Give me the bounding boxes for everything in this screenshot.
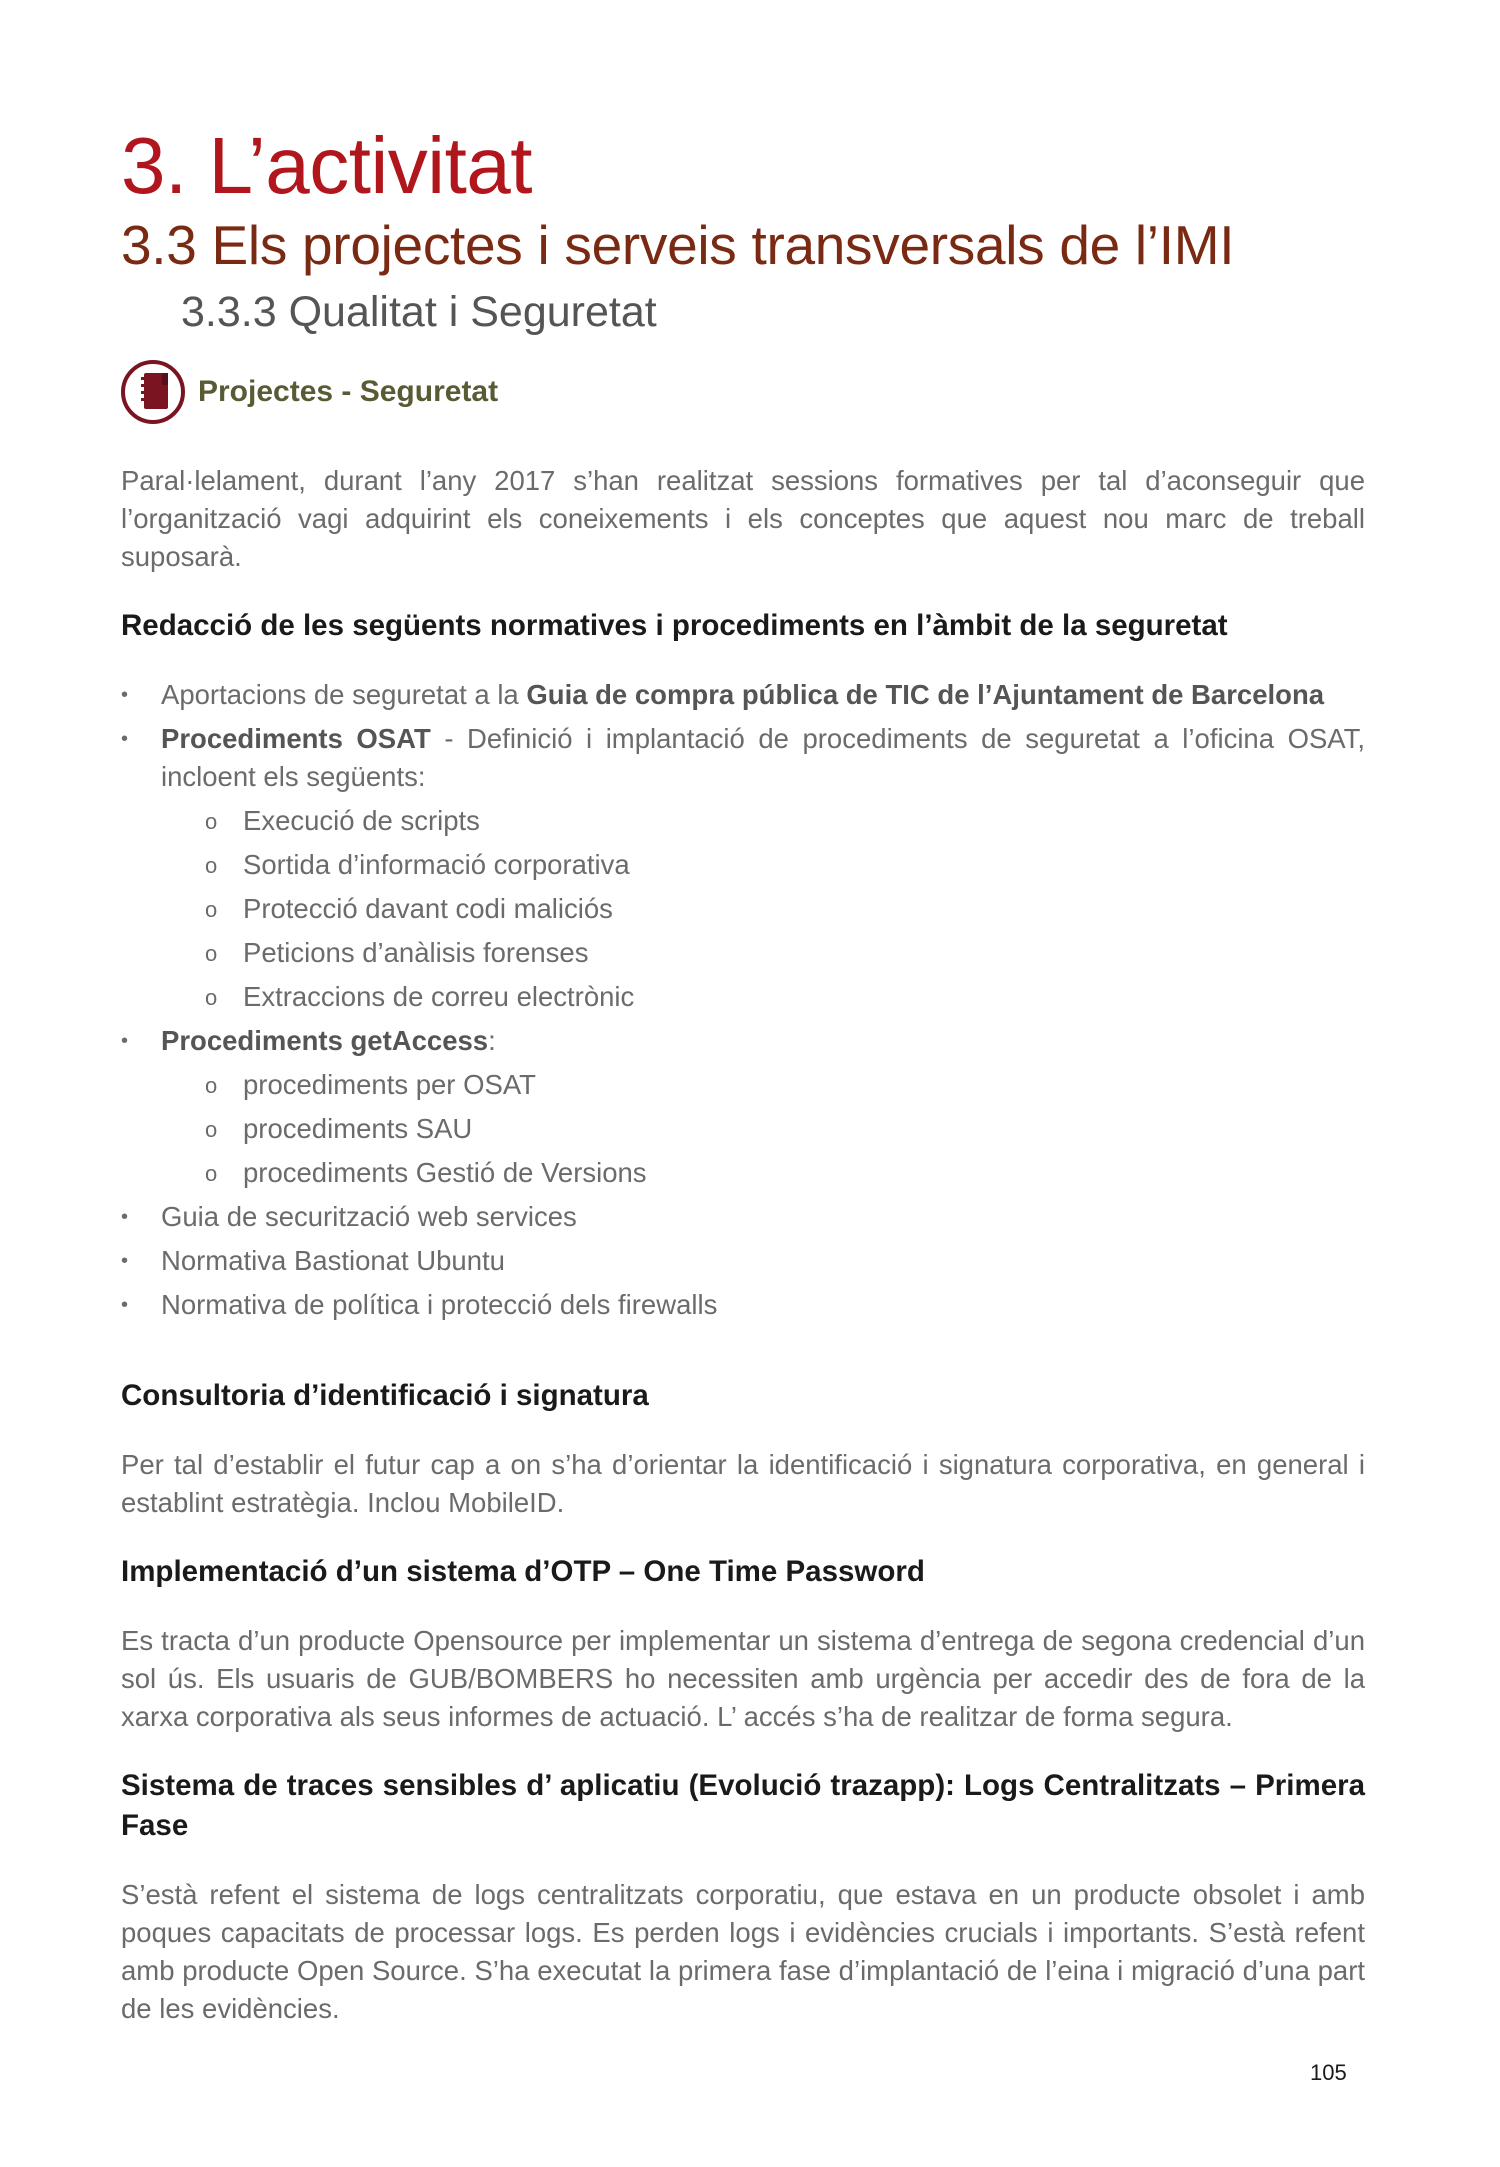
circle-bullet-icon: o: [205, 985, 218, 1010]
sublist-item: [161, 934, 1365, 972]
circle-bullet-icon: o: [205, 1161, 218, 1186]
sublist-item-text: Sortida d’informació corporativa: [243, 849, 630, 880]
sublist-item: [161, 1110, 1365, 1148]
bullet-icon: •: [121, 728, 129, 750]
page-content: [121, 120, 1365, 2028]
list-item: [121, 1198, 1365, 1236]
list-item-text: Guia de securització web services: [161, 1201, 577, 1232]
list-item: [121, 1242, 1365, 1280]
list-item: [121, 1022, 1365, 1192]
circle-bullet-icon: o: [205, 897, 218, 922]
list-item-text: - Definició i implantació de procediments de seguretat a l’oficina OSAT, incloent els següents:: [161, 723, 1365, 792]
sublist-item-text: procediments SAU: [243, 1113, 473, 1144]
sublist-item: [161, 890, 1365, 928]
consultoria-heading: Consultoria d’identificació i signatura: [121, 1379, 649, 1412]
sublist-item: [161, 1066, 1365, 1104]
subsection-title: 3.3.3 Qualitat i Seguretat: [181, 288, 657, 336]
osat-sublist: [161, 802, 1365, 1016]
list-item-text: :: [488, 1025, 496, 1056]
list-item-bold: Procediments getAccess: [161, 1025, 489, 1056]
sublist-item-text: Protecció davant codi maliciós: [243, 893, 613, 924]
list-item-bold: Procediments OSAT: [161, 723, 431, 754]
list-item-text: Normativa de política i protecció dels firewalls: [161, 1289, 718, 1320]
list-item-text: Normativa Bastionat Ubuntu: [161, 1245, 505, 1276]
page-number: 105: [1310, 2060, 1347, 2085]
chapter-title: 3. L’activitat: [121, 121, 533, 210]
bullet-icon: •: [121, 1030, 129, 1052]
sublist-item: [161, 802, 1365, 840]
bullet-icon: •: [121, 1294, 129, 1316]
sublist-item: [161, 978, 1365, 1016]
otp-heading: Implementació d’un sistema d’OTP – One Time Password: [121, 1555, 925, 1588]
sublist-item: [161, 846, 1365, 884]
list-item: [121, 676, 1365, 714]
badge-title: Projectes - Seguretat: [198, 375, 499, 408]
list-item: [121, 1286, 1365, 1324]
notebook-icon: [121, 360, 185, 424]
sublist-item-text: Extraccions de correu electrònic: [243, 981, 635, 1012]
sublist-item-text: procediments Gestió de Versions: [243, 1157, 647, 1188]
projects-badge: [121, 360, 1365, 424]
sublist-item: [161, 1154, 1365, 1192]
bullet-icon: •: [121, 1206, 129, 1228]
sublist-item-text: Peticions d’anàlisis forenses: [243, 937, 589, 968]
getaccess-sublist: [161, 1066, 1365, 1192]
section-title: 3.3 Els projectes i serveis transversals de l’IMI: [121, 214, 1235, 276]
circle-bullet-icon: o: [205, 941, 218, 966]
traces-heading: Sistema de traces sensibles d’ aplicatiu (Evolució trazapp): Logs Centralitzats – Primera Fase: [121, 1769, 1365, 1842]
circle-bullet-icon: o: [205, 1117, 218, 1142]
consultoria-paragraph: Per tal d’establir el futur cap a on s’ha d’orientar la identificació i signatura corporativa, en general i establint estratègia. Inclou MobileID.: [121, 1449, 1365, 1518]
list-item-text: Aportacions de seguretat a la: [161, 679, 527, 710]
circle-bullet-icon: o: [205, 809, 218, 834]
normatives-heading: Redacció de les següents normatives i procediments en l’àmbit de la seguretat: [121, 609, 1228, 642]
circle-bullet-icon: o: [205, 1073, 218, 1098]
bullet-icon: •: [121, 684, 129, 706]
bullet-icon: •: [121, 1250, 129, 1272]
normatives-list: [121, 676, 1365, 1324]
circle-bullet-icon: o: [205, 853, 218, 878]
traces-paragraph: S’està refent el sistema de logs centralitzats corporatiu, que estava en un producte obsolet i amb poques capacitats de processar logs. Es perden logs i evidències crucials i importants. S’està refent amb producte Open Source. S’ha executat la primera fase d’implantació de l’eina i migració d’una part de les evidències.: [121, 1879, 1365, 2024]
otp-paragraph: Es tracta d’un producte Opensource per implementar un sistema d’entrega de segona credencial d’un sol ús. Els usuaris de GUB/BOMBERS ho necessiten amb urgència per accedir des de fora de la xarxa corporativa als seus informes de actuació. L’ accés s’ha de realitzar de forma segura.: [121, 1625, 1365, 1732]
sublist-item-text: Execució de scripts: [243, 805, 480, 836]
intro-paragraph: Paral·lelament, durant l’any 2017 s’han realitzat sessions formatives per tal d’aconseguir que l’organització vagi adquirint els coneixements i els conceptes que aquest nou marc de treball suposarà.: [121, 465, 1365, 572]
list-item-bold: Guia de compra pública de TIC de l’Ajuntament de Barcelona: [526, 679, 1325, 710]
list-item: [121, 720, 1365, 1016]
sublist-item-text: procediments per OSAT: [243, 1069, 536, 1100]
